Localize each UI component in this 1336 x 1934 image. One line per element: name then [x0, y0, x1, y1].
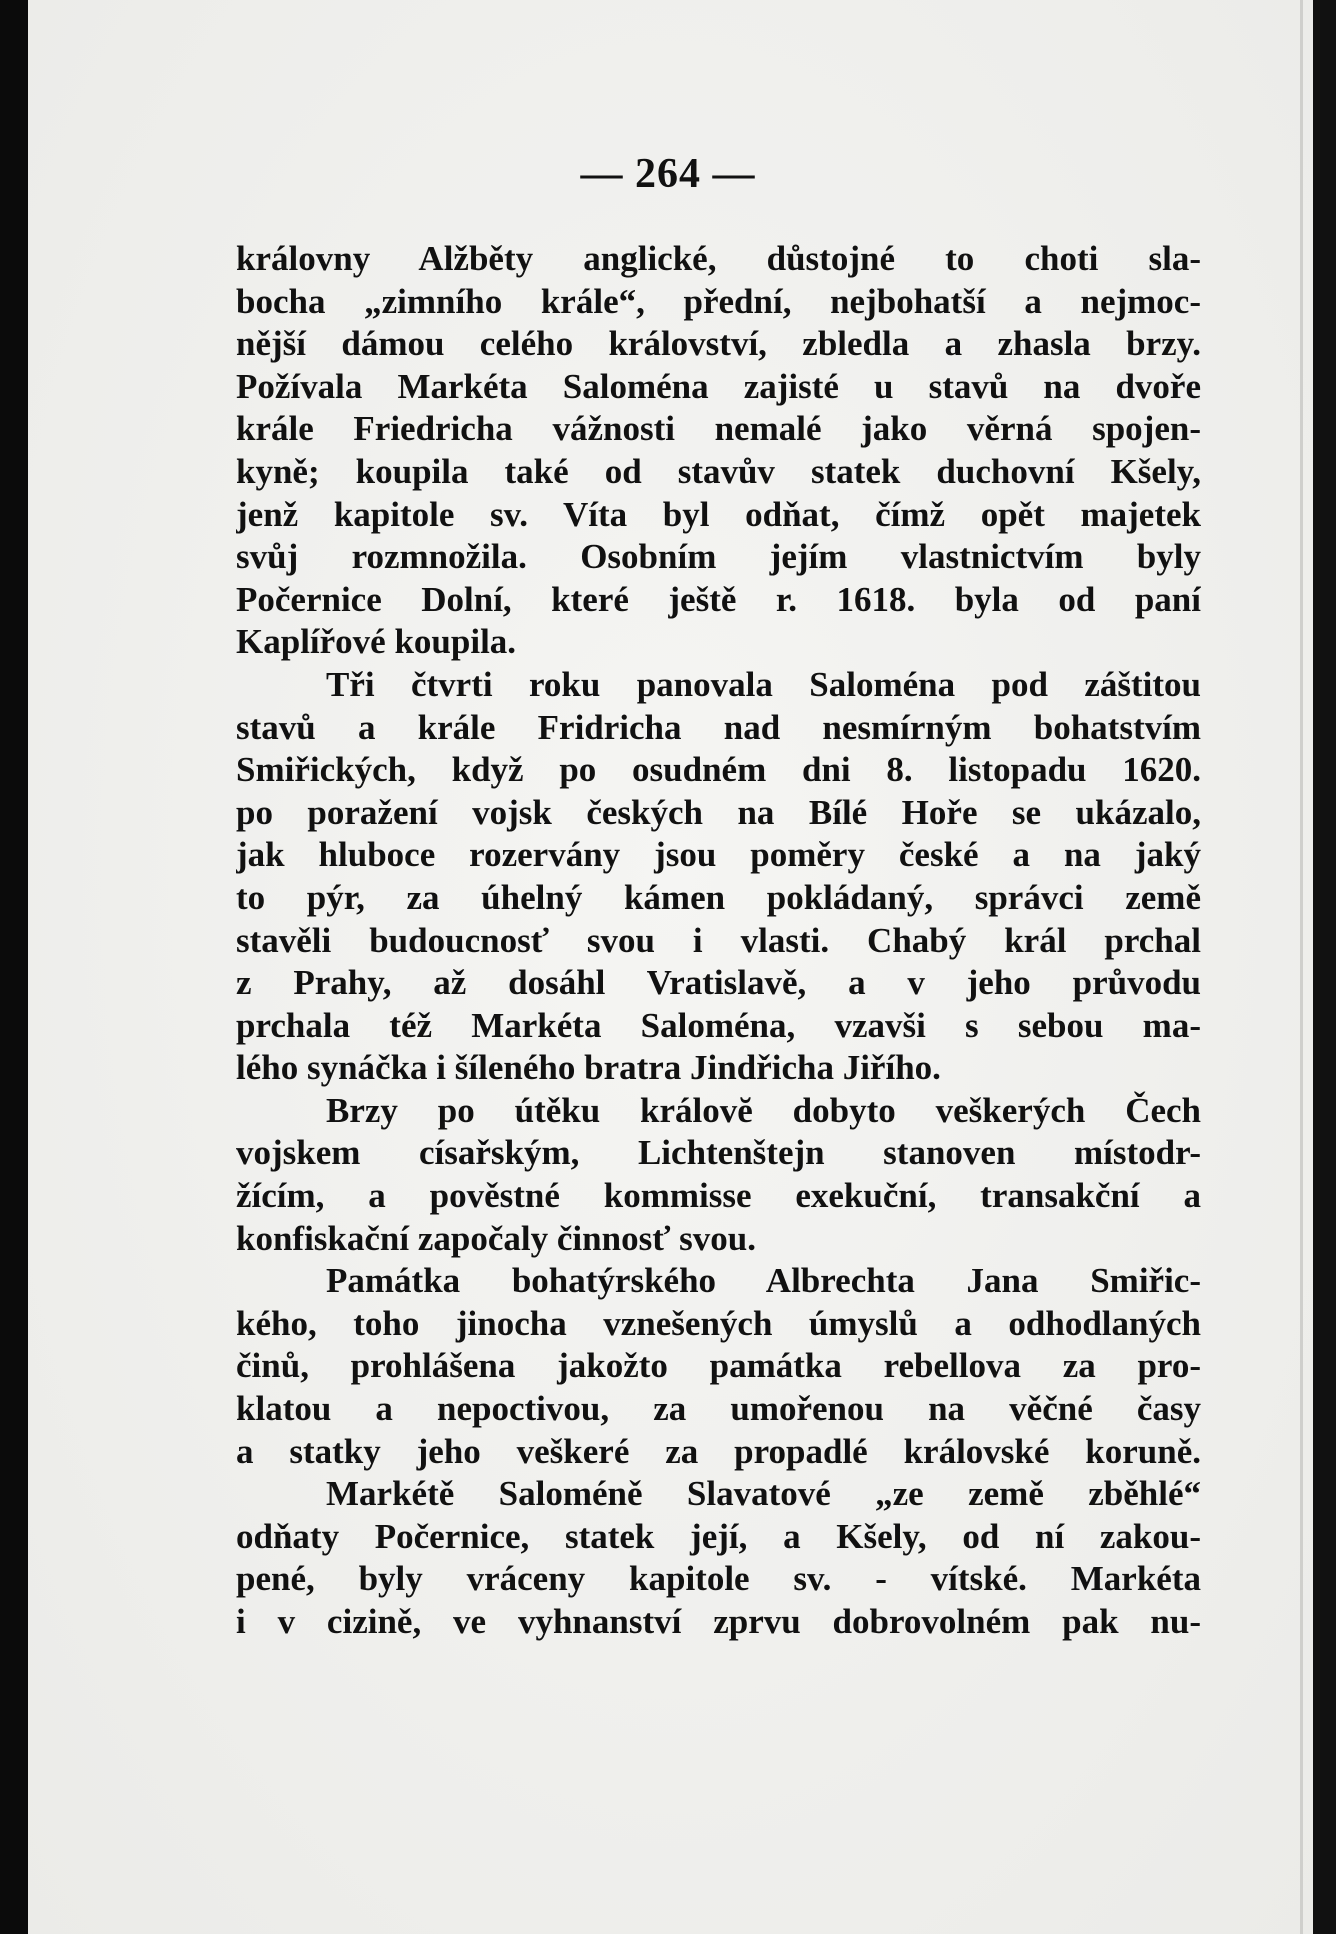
text-line: klatou a nepoctivou, za umořenou na věčné časy [236, 1389, 1201, 1429]
text-line: Brzy po útěku královĕ dobyto veškerých Čech [326, 1090, 1201, 1130]
text-line: jenž kapitole sv. Víta byl odňat, čímž opět majetek [236, 494, 1201, 534]
text-line: Smiřických, když po osudném dni 8. listopadu 1620. [236, 750, 1201, 790]
text-line: nější dámou celého království, zbledla a zhasla brzy. [236, 324, 1201, 364]
page-number: — 264 — [580, 151, 756, 197]
text-line: i v cizině, ve vyhnanství zprvu dobrovolném pak nu- [236, 1602, 1201, 1641]
text-line: kého, toho jinocha vznešených úmyslů a odhodlaných [236, 1303, 1201, 1343]
text-line: z Prahy, až dosáhl Vratislavě, a v jeho průvodu [236, 963, 1201, 1003]
text-line: Počernice Dolní, které ještě r. 1618. byla od paní [236, 579, 1201, 619]
page-edge-line [1300, 0, 1303, 1934]
text-line: Tři čtvrti roku panovala Saloména pod záštitou [326, 664, 1201, 704]
text-line: kyně; koupila také od stavův statek duchovní Kšely, [236, 451, 1201, 491]
text-line: Kaplířové koupila. [236, 622, 517, 662]
text-line: královny Alžběty anglické, důstojné to choti sla- [236, 239, 1201, 278]
text-line: bocha „zimního krále“, přední, nejbohatší a nejmoc- [236, 281, 1201, 321]
text-line: prchala též Markéta Saloména, vzavši s sebou ma- [236, 1005, 1201, 1045]
text-line: vojskem císařským, Lichtenštejn stanoven místodr- [236, 1133, 1201, 1173]
scan-right-border [1313, 0, 1336, 1934]
text-line: Požívala Markéta Saloména zajisté u stavů na dvoře [236, 366, 1201, 406]
text-line: Markétě Saloméně Slavatové „ze země zběhlé“ [326, 1474, 1201, 1514]
text-body [236, 238, 1201, 1644]
text-line: stavů a krále Fridricha nad nesmírným bohatstvím [236, 707, 1201, 747]
text-line: lého synáčka i šíleného bratra Jindřicha Jiřího. [236, 1048, 941, 1088]
text-line: po poražení vojsk českých na Bílé Hoře se ukázalo, [236, 792, 1201, 832]
text-line: krále Friedricha vážnosti nemalé jako věrná spojen- [236, 409, 1201, 449]
text-line: Památka bohatýrského Albrechta Jana Smiřic- [326, 1261, 1201, 1301]
text-line: konfiskační započaly činnosť svou. [236, 1218, 757, 1258]
text-line: žícím, a pověstné kommisse exekuční, transakční a [236, 1176, 1201, 1216]
text-line: svůj rozmnožila. Osobním jejím vlastnictvím byly [236, 537, 1201, 577]
text-line: pené, byly vráceny kapitole sv. - vítské. Markéta [236, 1559, 1201, 1599]
text-line: to pýr, za úhelný kámen pokládaný, správci země [236, 877, 1201, 917]
text-line: stavěli budoucnosť svou i vlasti. Chabý král prchal [236, 920, 1201, 960]
text-line: odňaty Počernice, statek její, a Kšely, od ní zakou- [236, 1516, 1201, 1556]
text-line: jak hluboce rozervány jsou poměry české a na jaký [236, 835, 1201, 875]
text-line: činů, prohlášena jakožto památka rebellova za pro- [236, 1346, 1201, 1386]
text-line: a statky jeho veškeré za propadlé královské koruně. [236, 1431, 1201, 1471]
